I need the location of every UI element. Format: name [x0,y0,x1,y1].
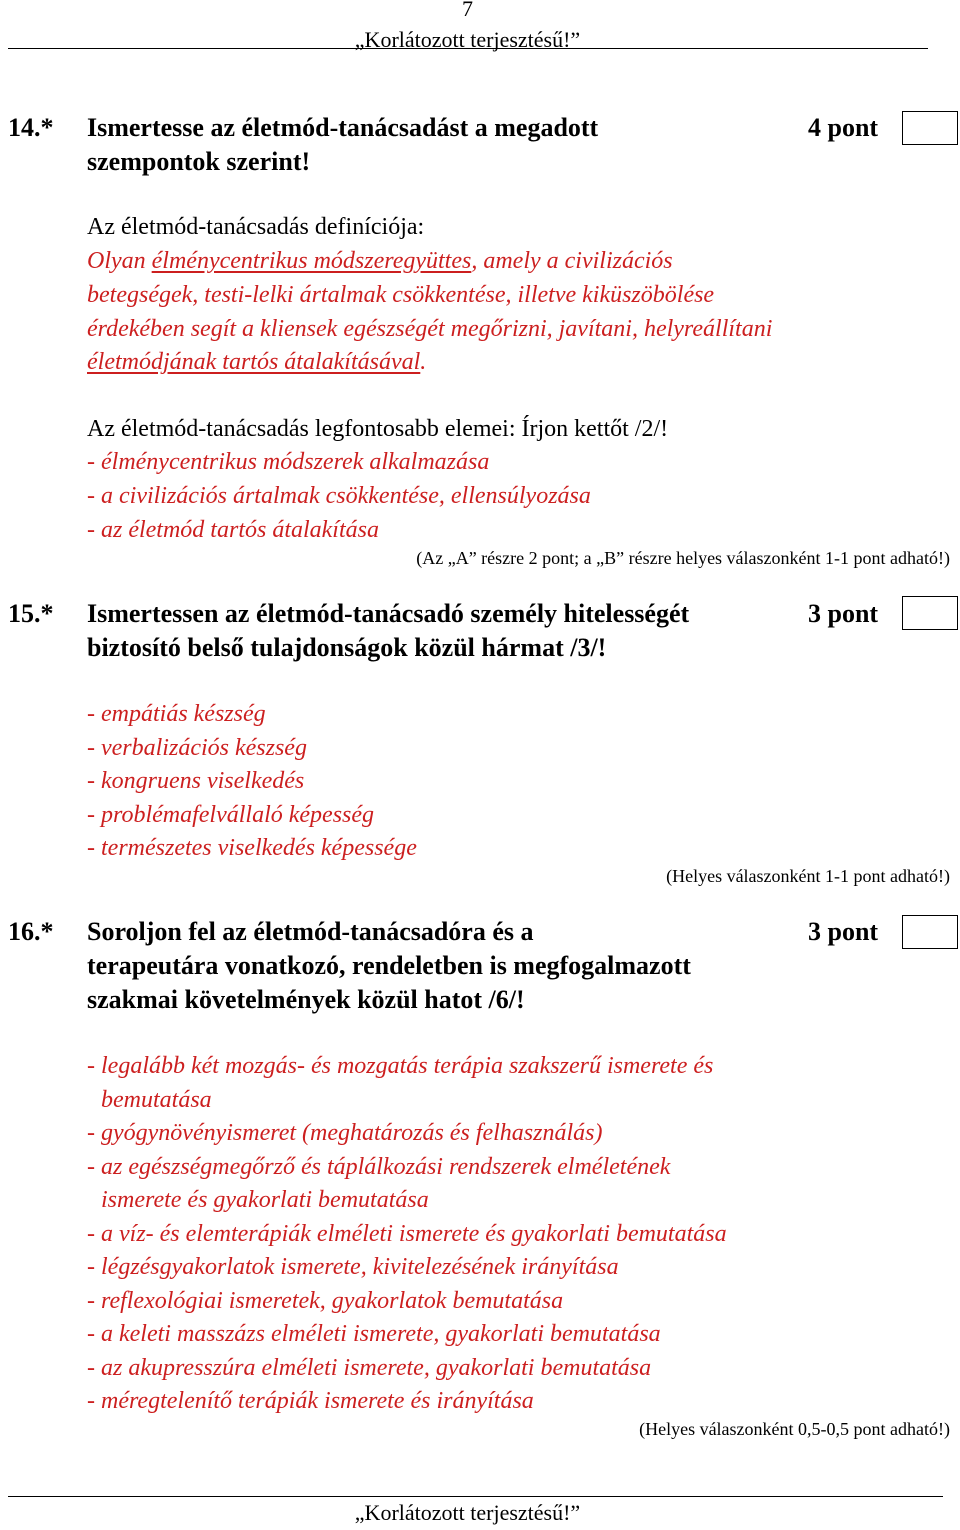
q16-answer: - méregtelenítő terápiák ismerete és irányítása [87,1388,534,1414]
q14-definition-line1 [87,248,673,275]
q16-points: 3 pont [808,917,879,946]
q16-scoring-note: (Helyes válaszonként 0,5-0,5 pont adható!) [639,1419,950,1439]
q15-question-line1: Ismertessen az életmód-tanácsadó személy hitelességét [87,599,690,628]
q14-def-text: . [420,349,427,375]
q16-question-line3: szakmai követelmények közül hatot /6/! [87,985,525,1014]
q14-question-line2: szempontok szerint! [87,147,311,176]
footer-divider [8,1496,943,1497]
q14-number: 14.* [8,113,54,142]
q14-def-text: , amely a civilizációs [471,248,673,274]
q16-answer-continuation: bemutatása [101,1087,212,1113]
page-header: „Korlátozott terjesztésű!” [354,27,581,52]
q14-def-keyword: élménycentrikus módszeregyüttes [151,248,472,274]
q16-answer: - az akupresszúra elméleti ismerete, gyakorlati bemutatása [87,1355,652,1381]
q14-definition-label: Az életmód-tanácsadás definíciója: [87,214,425,240]
q16-question-line2: terapeutára vonatkozó, rendeletben is megfogalmazott [87,951,691,980]
q15-points: 3 pont [808,599,879,628]
q14-definition-line2: betegségek, testi-lelki ártalmak csökkentése, illetve kiküszöbölése [87,282,715,308]
page-footer: „Korlátozott terjesztésű!” [354,1500,581,1525]
q15-score-box[interactable] [902,596,958,630]
q14-scoring-note: (Az „A” részre 2 pont; a „B” részre helyes válaszonként 1-1 pont adható!) [416,548,950,568]
q14-score-box[interactable] [902,111,958,145]
q15-question-line2: biztosító belső tulajdonságok közül hármat /3/! [87,633,607,662]
q15-answer: - természetes viselkedés képessége [87,835,417,861]
page-number: 7 [462,0,473,21]
q15-scoring-note: (Helyes válaszonként 1-1 pont adható!) [666,866,950,886]
q14-def-keyword: életmódjának tartós átalakításával [87,349,421,375]
q16-answer: - a keleti masszázs elméleti ismerete, gyakorlati bemutatása [87,1321,661,1347]
q16-answer: - reflexológiai ismeretek, gyakorlatok bemutatása [87,1288,564,1314]
q16-answer: - legalább két mozgás- és mozgatás terápia szakszerű ismerete és [87,1053,714,1079]
q16-score-box[interactable] [902,915,958,949]
q15-answer: - kongruens viselkedés [87,768,305,794]
q16-answer: - a víz- és elemterápiák elméleti ismerete és gyakorlati bemutatása [87,1221,727,1247]
q14-answer: - az életmód tartós átalakítása [87,517,379,543]
q14-elements-label: Az életmód-tanácsadás legfontosabb elemei: Írjon kettőt /2/! [87,416,669,442]
q16-answer: - gyógynövényismeret (meghatározás és felhasználás) [87,1120,603,1146]
q15-answer: - problémafelvállaló képesség [87,802,375,828]
q14-definition-line4 [87,349,426,376]
q14-def-text: Olyan [87,248,152,274]
q16-answer: - az egészségmegőrző és táplálkozási rendszerek elméletének [87,1154,671,1180]
q14-answer: - élménycentrikus módszerek alkalmazása [87,449,490,475]
q16-answer: - légzésgyakorlatok ismerete, kivitelezésének irányítása [87,1254,619,1280]
q16-number: 16.* [8,917,54,946]
q15-number: 15.* [8,599,54,628]
q14-points: 4 pont [808,113,879,142]
q14-question-line1: Ismertesse az életmód-tanácsadást a megadott [87,113,599,142]
q14-definition-line3: érdekében segít a kliensek egészségét megőrizni, javítani, helyreállítani [87,316,773,342]
q15-answer: - verbalizációs készség [87,735,307,761]
q16-question-line1: Soroljon fel az életmód-tanácsadóra és a [87,917,534,946]
q15-answer: - empátiás készség [87,701,266,727]
q16-answer-continuation: ismerete és gyakorlati bemutatása [101,1187,429,1213]
header-divider [8,48,928,49]
q14-answer: - a civilizációs ártalmak csökkentése, ellensúlyozása [87,483,591,509]
